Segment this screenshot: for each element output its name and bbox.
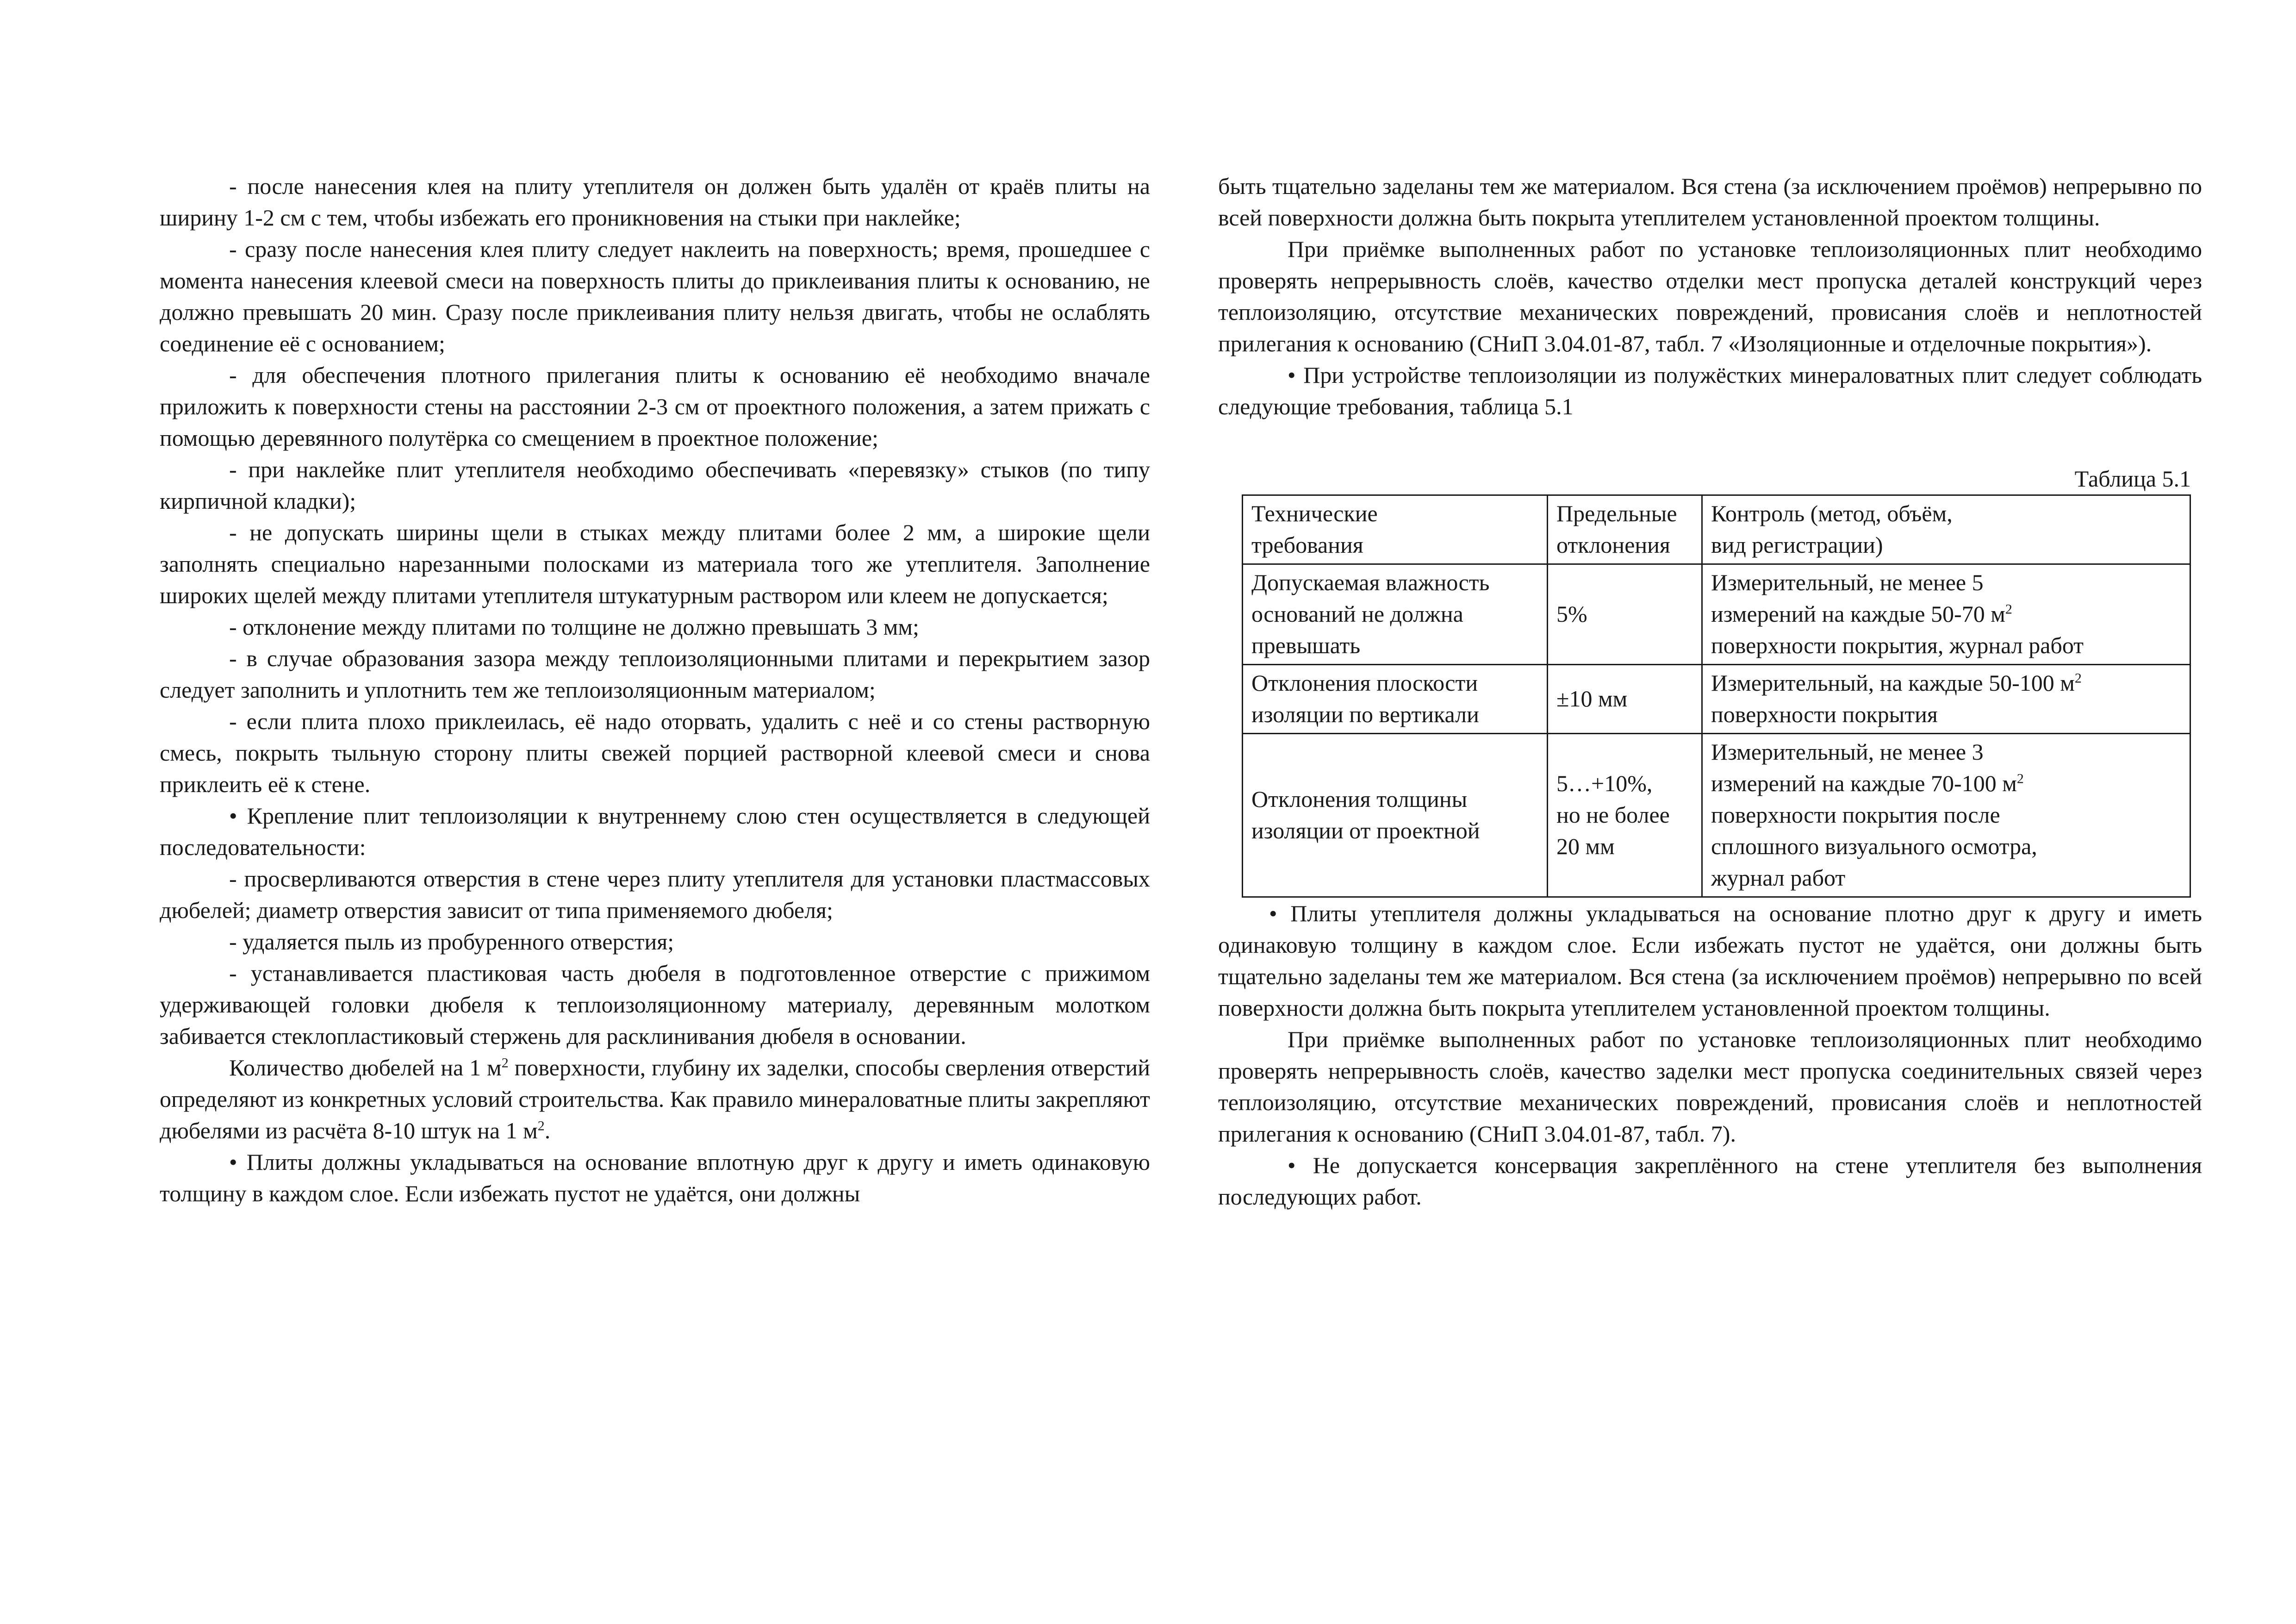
spacer [1218, 422, 2202, 463]
paragraph: - сразу после нанесения клея плиту следует наклеить на поверхность; время, прошедшее с момента нанесения клеевой смеси на поверхность плиты до приклеивания плиты к основанию, не должно превышать 20 мин. Сразу после приклеивания плиту нельзя двигать, чтобы не ослаблять соединение её с основанием; [160, 236, 1150, 356]
table-row [1243, 564, 2190, 665]
cell-text: изоляции от проектной [1251, 818, 1480, 843]
table-cell [1548, 665, 1702, 734]
table-cell [1548, 734, 1702, 897]
table-cell [1548, 564, 1702, 665]
cell-text: Измерительный, не менее 3 [1711, 739, 1984, 765]
table-cell [1243, 564, 1548, 665]
text: поверхности, глубину их заделки, способы сверления отверстий определяют из конкретных условий строительства. Как правило минераловатные плиты закрепляют дюбелями из расчёта 8-10 штук на 1 м [160, 1055, 1151, 1143]
cell-text: изоляции по вертикали [1251, 701, 1479, 727]
cell-text: Технические [1251, 500, 1378, 526]
table-header-cell [1548, 495, 1702, 564]
cell-text: измерений на каждые 50-70 м [1711, 601, 2005, 627]
cell-text: вид регистрации) [1711, 532, 1883, 558]
paragraph: При приёмке выполненных работ по установке теплоизоляционных плит необходимо проверять непрерывность слоёв, качество заделки мест пропуска соединительных связей через теплоизоляцию, отсутствие механических повреждений, провисания слоёв и неплотностей прилегания к основанию (СНиП 3.04.01-87, табл. 7). [1218, 1026, 2202, 1147]
cell-text: Отклонения толщины [1251, 786, 1468, 812]
cell-text: 20 мм [1556, 833, 1615, 859]
cell-text: Предельные [1556, 500, 1677, 526]
table-header-cell [1243, 495, 1548, 564]
cell-text: поверхности покрытия после [1711, 802, 2000, 828]
cell-text: сплошного визуального осмотра, [1711, 833, 2037, 859]
paragraph: - если плита плохо приклеилась, её надо оторвать, удалить с неё и со стены растворную смесь, покрыть тыльную сторону плиты свежей порцией растворной клеевой смеси и снова приклеить её к стене. [160, 708, 1150, 797]
superscript: 2 [2016, 771, 2024, 787]
cell-text: измерений на каждые 70-100 м [1711, 770, 2017, 796]
cell-text: поверхности покрытия, журнал работ [1711, 632, 2084, 658]
cell-line [1711, 598, 2181, 630]
paragraph: быть тщательно заделаны тем же материалом. Вся стена (за исключением проёмов) непрерывно по всей поверхности должна быть покрыта утеплителем установленной проектом толщины. [1218, 173, 2202, 231]
cell-text: Измерительный, не менее 5 [1711, 569, 1984, 595]
cell-text: поверхности покрытия [1711, 701, 1938, 727]
paragraph: - для обеспечения плотного прилегания плиты к основанию её необходимо вначале приложить к поверхности стены на расстоянии 2-3 см от проектного положения, а затем прижать с помощью деревянного полутёрка со смещением в проектное положение; [160, 362, 1150, 451]
left-column [160, 170, 1150, 1209]
paragraph: • Плиты должны укладываться на основание вплотную друг к другу и иметь одинаковую толщину в каждом слое. Если избежать пустот не удаётся, они должны [160, 1149, 1150, 1206]
right-column [1218, 170, 2202, 1212]
paragraph: При приёмке выполненных работ по установке теплоизоляционных плит необходимо проверять непрерывность слоёв, качество отделки мест пропуска деталей конструкций через теплоизоляцию, отсутствие механических повреждений, провисания слоёв и неплотностей прилегания к основанию (СНиП 3.04.01-87, табл. 7 «Изоляционные и отделочные покрытия»). [1218, 236, 2202, 356]
cell-text: Допускаемая влажность [1251, 569, 1490, 595]
cell-text: превышать [1251, 632, 1361, 658]
table-header-cell [1702, 495, 2190, 564]
cell-text: Отклонения плоскости [1251, 670, 1478, 696]
paragraph: - после нанесения клея на плиту утеплителя он должен быть удалён от краёв плиты на ширину 1-2 см с тем, чтобы избежать его проникновения на стыки при наклейке; [160, 173, 1150, 231]
paragraph: - просверливаются отверстия в стене через плиту утеплителя для установки пластмассовых дюбелей; диаметр отверстия зависит от типа применяемого дюбеля; [160, 866, 1150, 923]
table-row [1243, 734, 2190, 897]
superscript: 2 [2074, 670, 2082, 686]
cell-text: требования [1251, 532, 1363, 558]
table-cell [1243, 665, 1548, 734]
table-cell [1702, 734, 2190, 897]
table-header-row [1243, 495, 2190, 564]
cell-text: Измерительный, на каждые 50-100 м [1711, 670, 2075, 696]
paragraph: - устанавливается пластиковая часть дюбеля в подготовленное отверстие с прижимом удерживающей головки дюбеля к теплоизоляционному материалу, деревянным молотком забивается стеклопластиковый стержень для расклинивания дюбеля в основании. [160, 960, 1150, 1049]
cell-text: 5% [1556, 601, 1587, 627]
superscript: 2 [2005, 601, 2012, 617]
table-caption: Таблица 5.1 [2074, 466, 2191, 492]
paragraph: - при наклейке плит утеплителя необходимо обеспечивать «перевязку» стыков (по типу кирпичной кладки); [160, 456, 1150, 514]
paragraph: - в случае образования зазора между теплоизоляционными плитами и перекрытием зазор следует заполнить и уплотнить тем же теплоизоляционным материалом; [160, 645, 1150, 703]
cell-text: отклонения [1556, 532, 1670, 558]
text: Количество дюбелей на 1 м [229, 1055, 502, 1081]
paragraph: • Крепление плит теплоизоляции к внутреннему слою стен осуществляется в следующей последовательности: [160, 803, 1150, 860]
requirements-table [1242, 494, 2191, 898]
cell-text: ±10 мм [1556, 686, 1628, 712]
cell-text: журнал работ [1711, 865, 1846, 891]
cell-line [1711, 667, 2181, 699]
table-cell [1702, 665, 2190, 734]
paragraph: • Не допускается консервация закреплённого на стене утеплителя без выполнения последующих работ. [1218, 1152, 2202, 1210]
text: . [544, 1118, 551, 1143]
superscript: 2 [501, 1055, 509, 1071]
paragraph: - не допускать ширины щели в стыках между плитами более 2 мм, а широкие щели заполнять специально нарезанными полосками из материала того же утеплителя. Заполнение широких щелей между плитами утеплителя штукатурным раствором или клеем не допускается; [160, 519, 1150, 608]
paragraph-dowels [160, 1052, 1150, 1146]
table-cell [1243, 734, 1548, 897]
cell-text: но не более [1556, 802, 1670, 828]
table-row [1243, 665, 2190, 734]
paragraph: - удаляется пыль из пробуренного отверстия; [229, 929, 674, 955]
table-cell [1702, 564, 2190, 665]
cell-text: оснований не должна [1251, 601, 1463, 627]
cell-text: 5…+10%, [1556, 770, 1653, 796]
paragraph: • При устройстве теплоизоляции из полужёстких минераловатных плит следует соблюдать следующие требования, таблица 5.1 [1218, 362, 2202, 419]
cell-text: Контроль (метод, объём, [1711, 500, 1953, 526]
paragraph: - отклонение между плитами по толщине не должно превышать 3 мм; [229, 614, 919, 640]
superscript: 2 [537, 1118, 545, 1134]
paragraph: • Плиты утеплителя должны укладываться на основание плотно друг к другу и иметь одинаковую толщину в каждом слое. Если избежать пустот не удаётся, они должны быть тщательно заделаны тем же материалом. Вся стена (за исключением проёмов) непрерывно по всей поверхности должна быть покрыта утеплителем установленной проектом толщины. [1218, 900, 2202, 1021]
cell-line [1711, 768, 2181, 799]
